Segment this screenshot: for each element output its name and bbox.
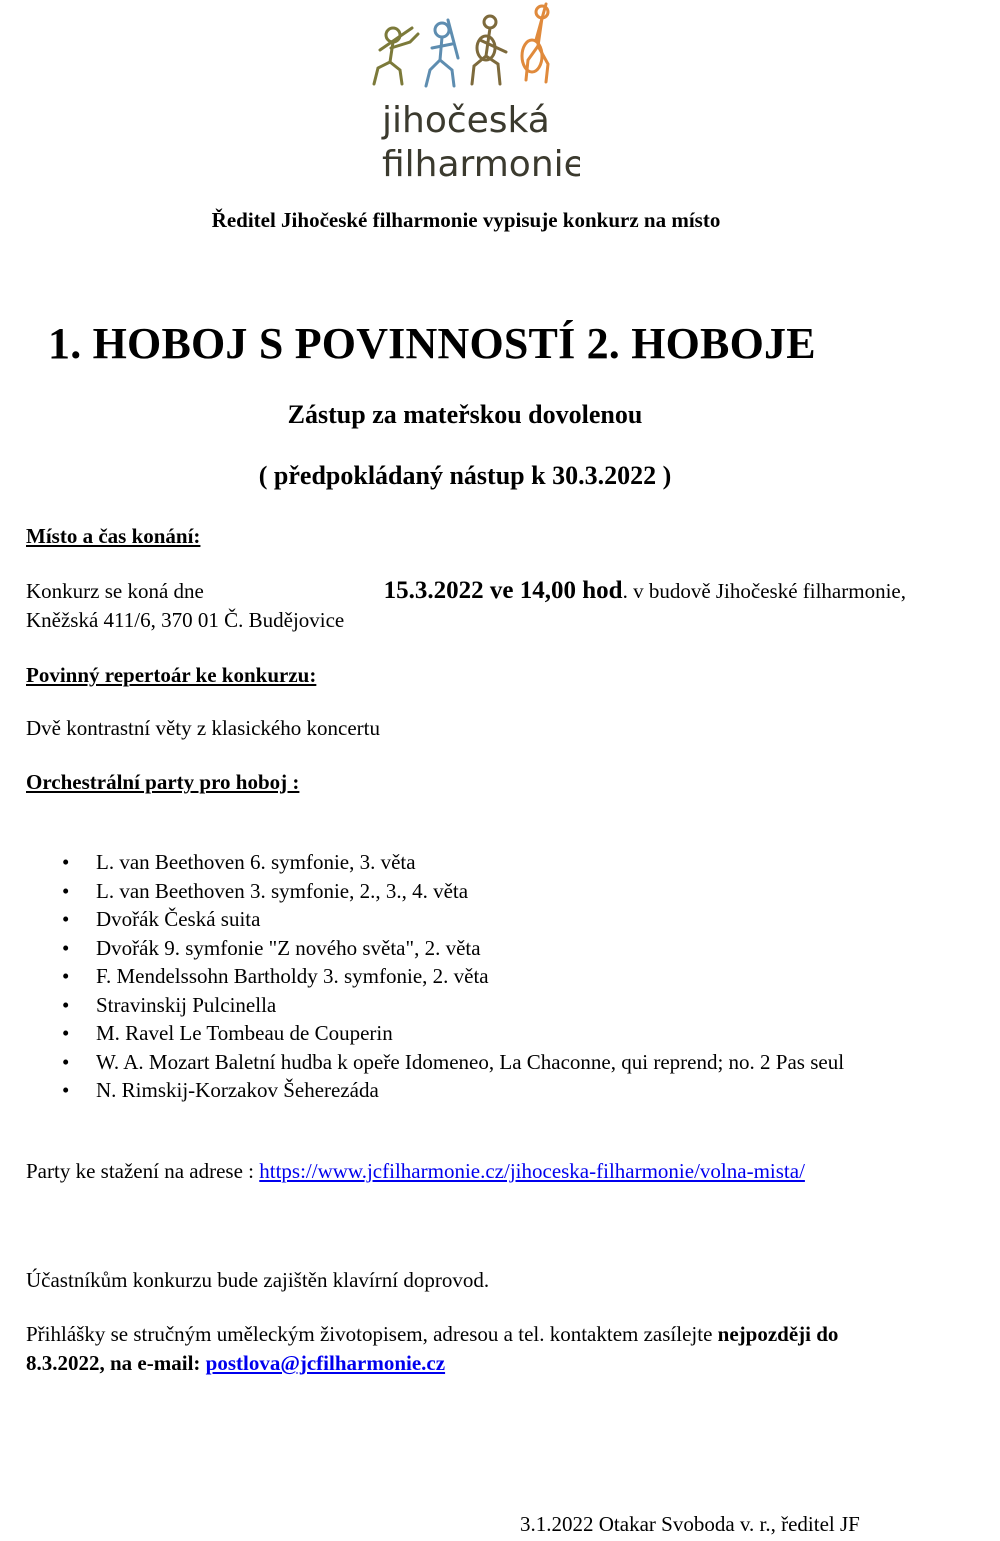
logo-line2: filharmonie	[382, 144, 580, 185]
list-item: • L. van Beethoven 6. symfonie, 3. věta	[96, 848, 896, 877]
musicians-logo-graphic	[360, 0, 580, 190]
application-paragraph	[26, 1320, 906, 1378]
application-deadline: nejpozději do 8.3.2022, na e-mail:	[26, 1322, 839, 1375]
list-item: • N. Rimskij-Korzakov Šeherezáda	[96, 1076, 896, 1105]
download-label: Party ke stažení na adrese :	[26, 1159, 254, 1183]
place-address: Kněžská 411/6, 370 01 Č. Budějovice	[26, 608, 345, 632]
place-heading: Místo a čas konání:	[26, 524, 201, 548]
list-item: • Dvořák Česká suita	[96, 905, 896, 934]
subtitle-maternity: Zástup za mateřskou dovolenou	[287, 400, 643, 429]
list-item: • M. Ravel Le Tombeau de Couperin	[96, 1019, 896, 1048]
place-date-time: 15.3.2022 ve 14,00 hod	[383, 577, 623, 604]
intro-line: Ředitel Jihočeské filharmonie vypisuje konkurz na místo	[211, 208, 721, 232]
download-link[interactable]: https://www.jcfilharmonie.cz/jihoceska-filharmonie/volna-mista/	[259, 1159, 805, 1183]
orchestra-logo	[360, 0, 580, 190]
orchestral-heading: Orchestrální party pro hoboj :	[26, 770, 300, 794]
list-item: • L. van Beethoven 3. symfonie, 2., 3., 4. věta	[96, 877, 896, 906]
list-item: • Stravinskij Pulcinella	[96, 991, 896, 1020]
subtitle-start-date: ( předpokládaný nástup k 30.3.2022 )	[258, 461, 672, 490]
document-title: 1. HOBOJ S POVINNOSTÍ 2. HOBOJE	[48, 319, 816, 368]
accompaniment-text: Účastníkům konkurzu bude zajištěn klavírní doprovod.	[26, 1268, 490, 1292]
place-text-a: Konkurz se koná dne	[26, 579, 204, 603]
orchestral-parts-list	[26, 848, 896, 1105]
repertoire-text: Dvě kontrastní věty z klasického koncertu	[26, 716, 380, 740]
list-item: • Dvořák 9. symfonie "Z nového světa", 2. věta	[96, 934, 896, 963]
logo-line1: jihočeská	[382, 100, 550, 141]
list-item: • W. A. Mozart Baletní hudba k opeře Idomeneo, La Chaconne, qui reprend; no. 2 Pas seul	[96, 1048, 896, 1077]
place-paragraph	[26, 576, 906, 635]
repertoire-heading: Povinný repertoár ke konkurzu:	[26, 663, 317, 687]
list-item: • F. Mendelssohn Bartholdy 3. symfonie, 2. věta	[96, 962, 896, 991]
place-text-b: . v budově Jihočeské filharmonie,	[622, 579, 906, 603]
download-line	[26, 1157, 805, 1186]
email-link[interactable]: postlova@jcfilharmonie.cz	[205, 1351, 446, 1375]
signature-line: 3.1.2022 Otakar Svoboda v. r., ředitel JF	[520, 1512, 860, 1536]
application-text: Přihlášky se stručným uměleckým životopisem, adresou a tel. kontaktem zasílejte	[26, 1322, 713, 1346]
